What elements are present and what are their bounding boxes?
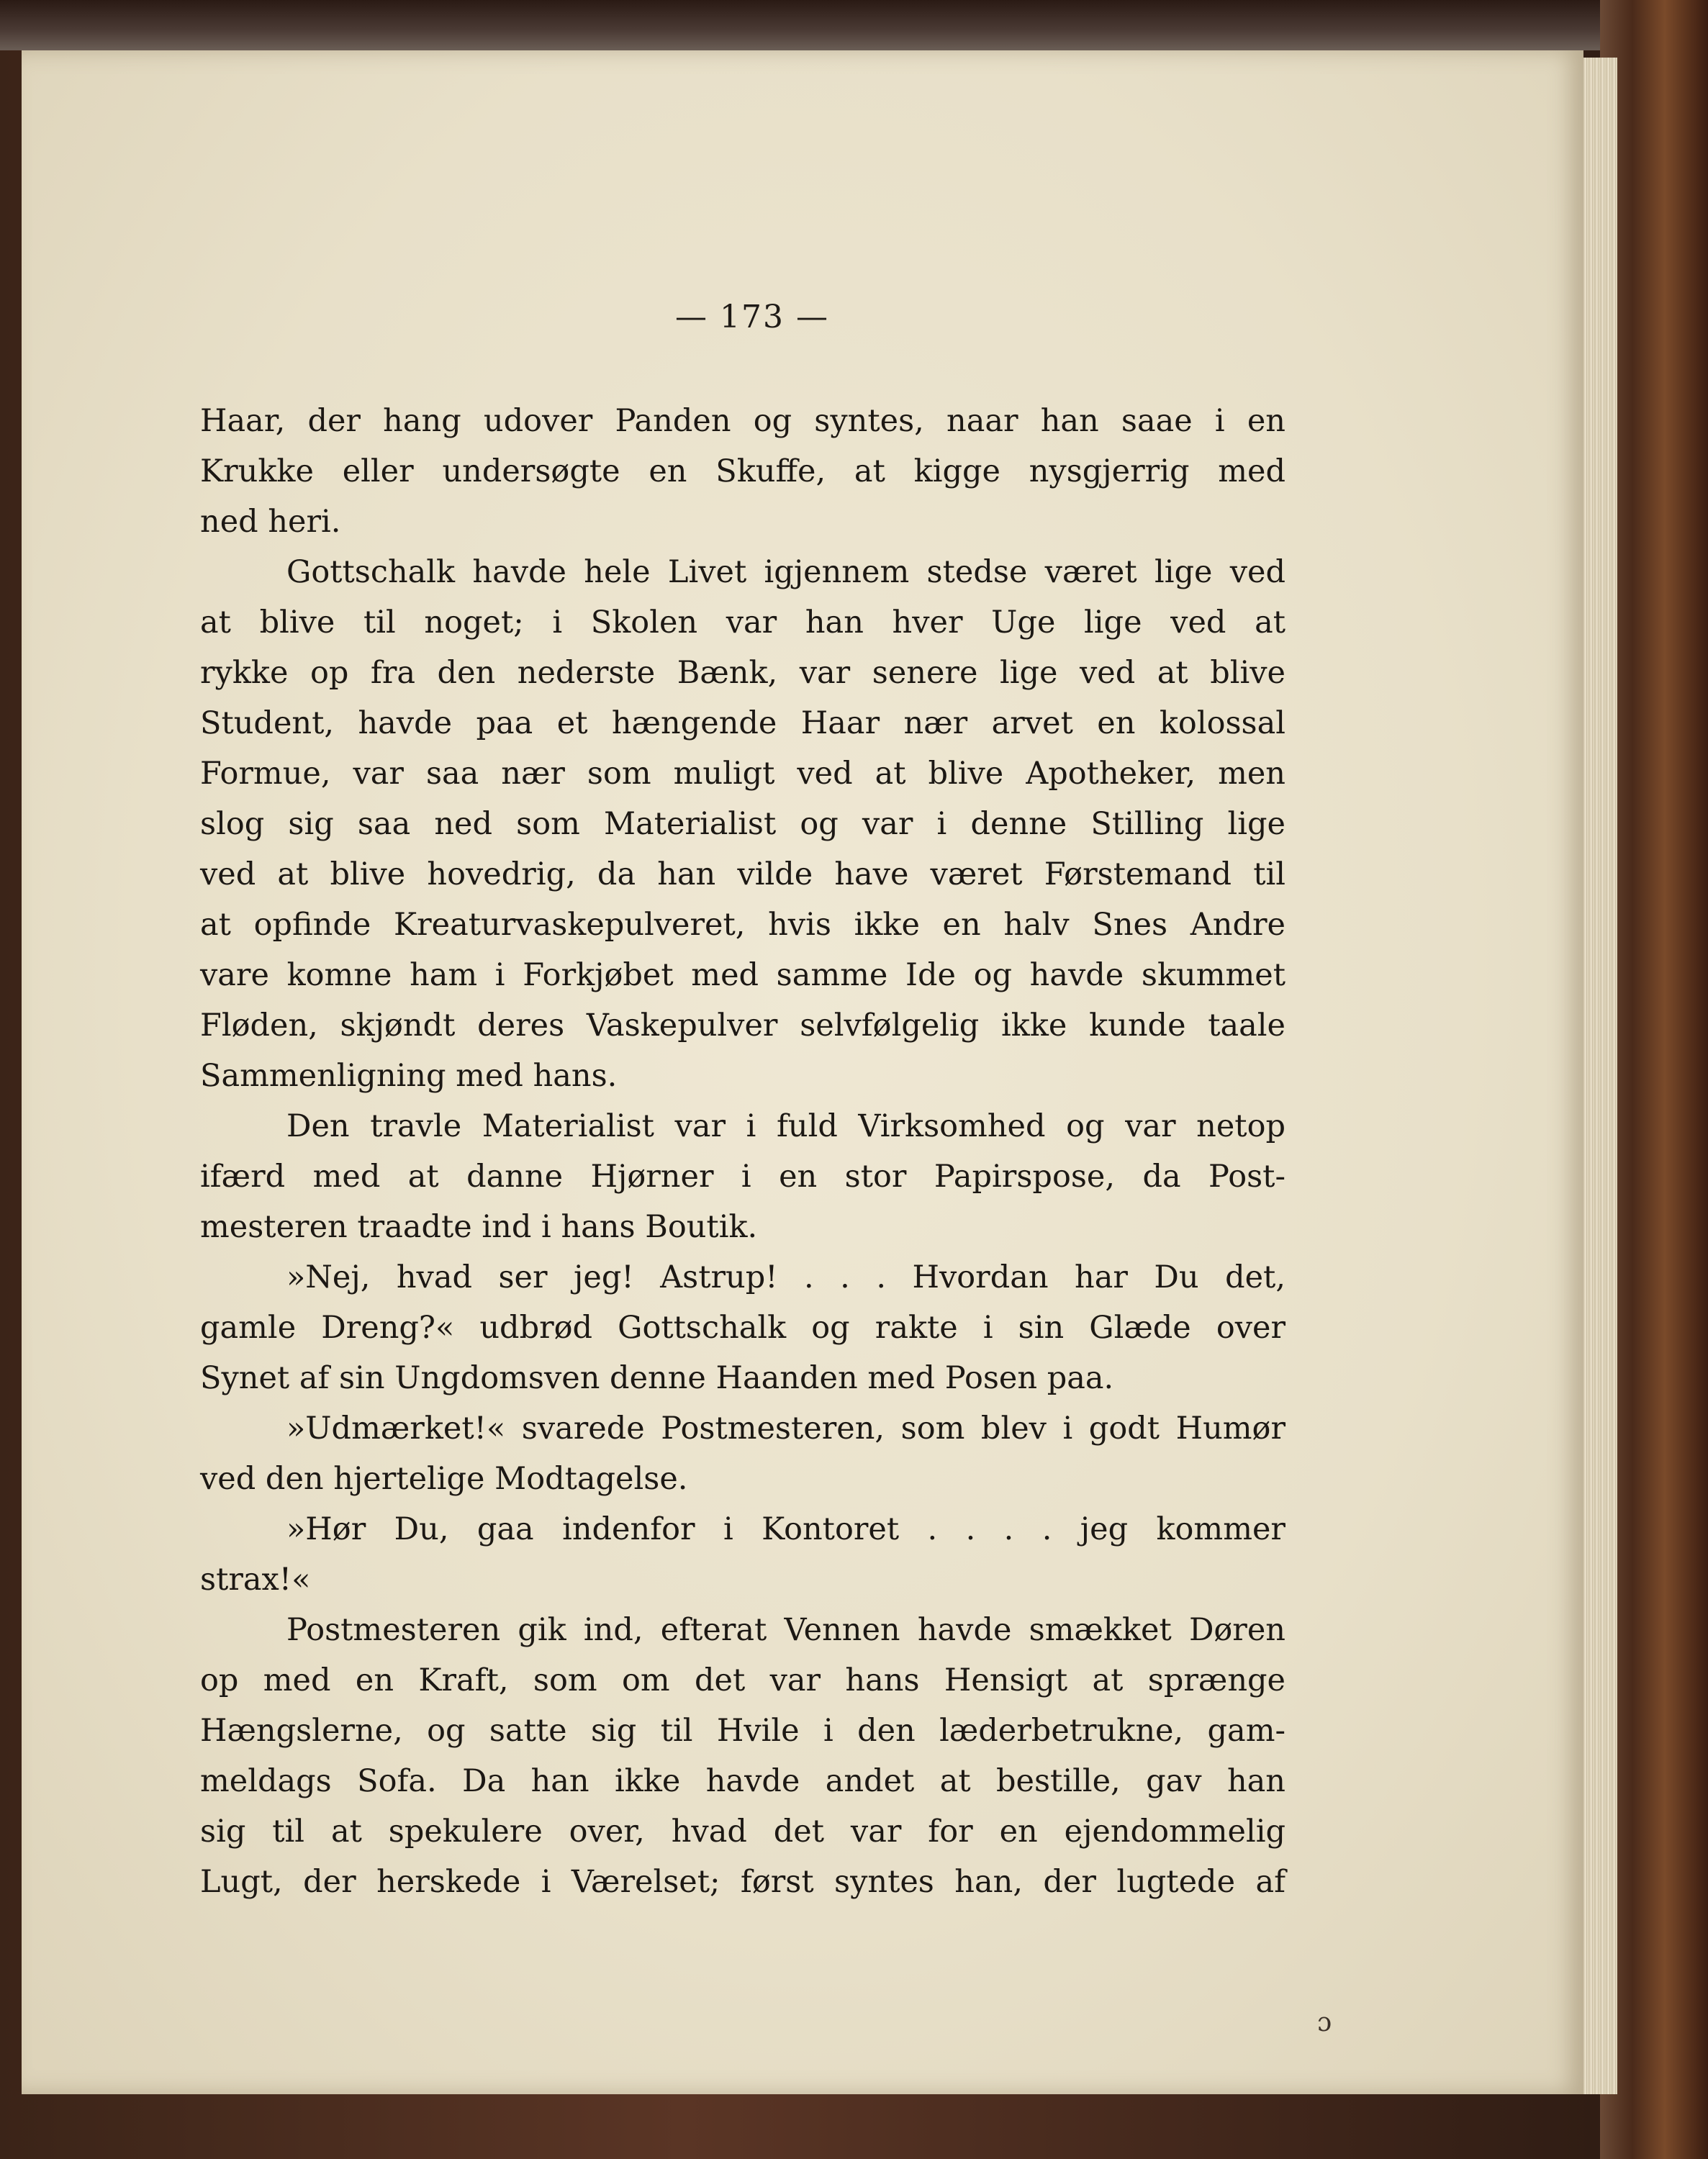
page-edges	[1580, 58, 1617, 2094]
text-line: mesteren traadte ind i hans Boutik.	[200, 1209, 758, 1245]
top-binding-strip	[0, 0, 1708, 50]
text-line: at opfinde Kreaturvaskepulveret, hvis ikke en halv Snes Andre	[200, 907, 1285, 943]
text-line: gamle Dreng?« udbrød Gottschalk og rakte i sin Glæde over	[200, 1310, 1285, 1346]
text-line: Fløden, skjøndt deres Vaskepulver selvfølgelig ikke kunde taale	[200, 1008, 1285, 1044]
text-line: meldags Sofa. Da han ikke havde andet at bestille, gav han	[200, 1763, 1285, 1799]
text-line: op med en Kraft, som om det var hans Hensigt at sprænge	[200, 1662, 1285, 1698]
text-line: »Nej, hvad ser jeg! Astrup! . . . Hvordan har Du det,	[286, 1259, 1285, 1295]
text-line: Gottschalk havde hele Livet igjennem stedse været lige ved	[286, 554, 1285, 590]
text-line: rykke op fra den nederste Bænk, var senere lige ved at blive	[200, 655, 1285, 691]
text-line: strax!«	[200, 1562, 311, 1598]
text-line: ned heri.	[200, 504, 341, 540]
text-line: Den travle Materialist var i fuld Virksomhed og var netop	[286, 1108, 1285, 1144]
text-line: Haar, der hang udover Panden og syntes, naar han saae i en	[200, 403, 1285, 439]
text-line: vare komne ham i Forkjøbet med samme Ide og havde skummet	[200, 957, 1285, 993]
text-line: Synet af sin Ungdomsven denne Haanden med Posen paa.	[200, 1360, 1114, 1396]
text-line: slog sig saa ned som Materialist og var i denne Stilling lige	[200, 806, 1285, 842]
text-line: ved at blive hovedrig, da han vilde have været Førstemand til	[200, 856, 1285, 892]
text-line: Krukke eller undersøgte en Skuffe, at kigge nysgjerrig med	[200, 453, 1285, 489]
text-line: at blive til noget; i Skolen var han hver Uge lige ved at	[200, 605, 1285, 641]
text-line: Hængslerne, og satte sig til Hvile i den læderbetrukne, gam-	[200, 1713, 1285, 1749]
body-text	[200, 396, 1285, 1907]
margin-mark: ɔ	[1317, 2008, 1332, 2037]
text-line: ved den hjertelige Modtagelse.	[200, 1461, 688, 1497]
text-line: Sammenligning med hans.	[200, 1058, 618, 1094]
text-line: Formue, var saa nær som muligt ved at blive Apotheker, men	[200, 756, 1285, 792]
text-line: sig til at spekulere over, hvad det var for en ejendommelig	[200, 1814, 1285, 1850]
text-line: Postmesteren gik ind, efterat Vennen havde smækket Døren	[286, 1612, 1285, 1648]
text-line: »Udmærket!« svarede Postmesteren, som blev i godt Humør	[286, 1411, 1285, 1447]
text-line: Lugt, der herskede i Værelset; først syntes han, der lugtede af	[200, 1864, 1285, 1900]
text-line: ifærd med at danne Hjørner i en stor Papirspose, da Post-	[200, 1159, 1285, 1195]
text-line: »Hør Du, gaa indenfor i Kontoret . . . . jeg kommer	[286, 1511, 1285, 1547]
text-line: Student, havde paa et hængende Haar nær arvet en kolossal	[200, 705, 1285, 741]
page-number: — 173 —	[675, 299, 829, 335]
book-page	[22, 50, 1583, 2094]
